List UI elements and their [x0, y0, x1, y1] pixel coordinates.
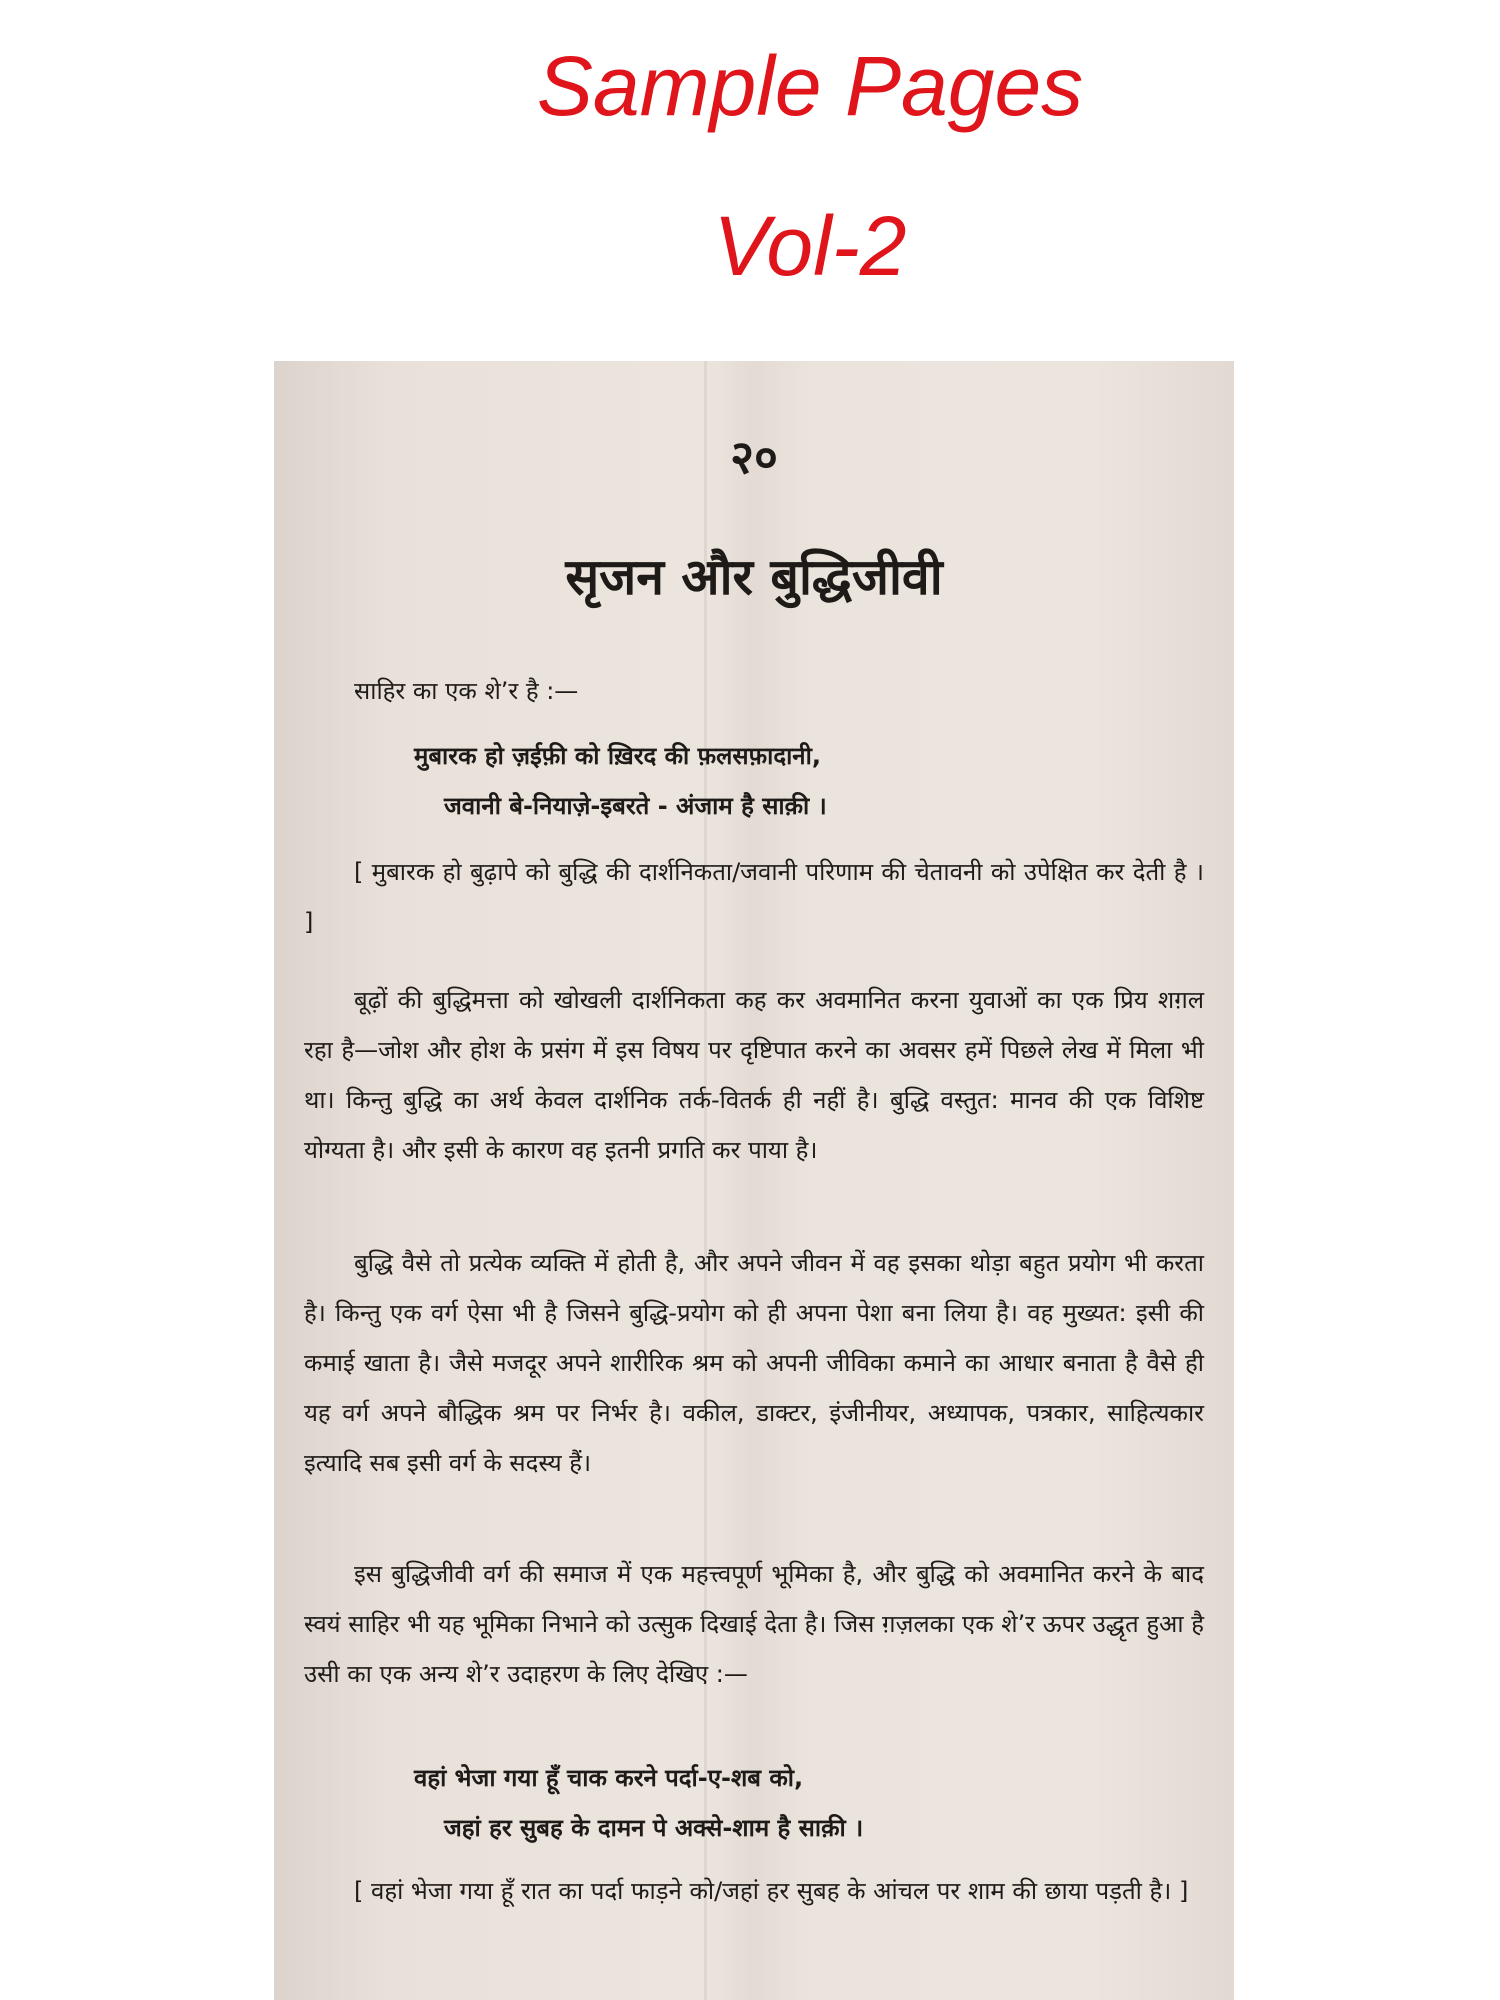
paragraph-2: बुद्धि वैसे तो प्रत्येक व्यक्ति में होती है, और अपने जीवन में वह इसका थोड़ा बहुत प्रयोग भी करता है। किन्तु एक वर्ग ऐसा भी है जिसने बुद्धि-प्रयोग को ही अपना पेशा बना लिया है। वह मुख्यत: इसी की कमाई खाता है। जैसे मजदूर अपने शारीरिक श्रम को अपनी जीविका कमाने का आधार बनाता है वैसे ही यह वर्ग अपने बौद्धिक श्रम पर निर्भर है। वकील, डाक्टर, इंजीनीयर, अध्यापक, पत्रकार, साहित्यकार इत्यादि सब इसी वर्ग के सदस्य हैं। [304, 1249, 1204, 1477]
chapter-title: सृजन और बुद्धिजीवी [565, 548, 943, 606]
verse-2-line-2: जहां हर सुबह के दामन पे अक्से-शाम है साक़ी । [444, 1814, 864, 1842]
gloss-2: [ वहां भेजा गया हूँ रात का पर्दा फाड़ने को/जहां हर सुबह के आंचल पर शाम की छाया पड़ती है। ] [354, 1877, 1189, 1905]
banner-volume: Vol-2 [713, 199, 907, 293]
paragraph-1: बूढ़ों की बुद्धिमत्ता को खोखली दार्शनिकता कह कर अवमानित करना युवाओं का एक प्रिय शग़ल रहा है—जोश और होश के प्रसंग में इस विषय पर दृष्टिपात करने का अवसर हमें पिछले लेख में मिला भी था। किन्तु बुद्धि का अर्थ केवल दार्शनिक तर्क-वितर्क ही नहीं है। बुद्धि वस्तुत: मानव की एक विशिष्ट योग्यता है। और इसी के कारण वह इतनी प्रगति कर पाया है। [304, 986, 1204, 1164]
verse-1-line-1: मुबारक हो ज़ईफ़ी को ख़िरद की फ़लसफ़ादानी, [414, 742, 821, 770]
gloss-1: [ मुबारक हो बुढ़ापे को बुद्धि की दार्शनिकता/जवानी परिणाम की चेतावनी को उपेक्षित कर देती है । ] [304, 858, 1204, 936]
verse-couplet-1 [304, 731, 1204, 831]
banner-title: Sample Pages [536, 39, 1084, 133]
intro-line: साहिर का एक शे’र है :— [354, 677, 579, 705]
verse-1-line-2: जवानी बे-नियाज़े-इबरते - अंजाम है साक़ी । [444, 792, 827, 820]
verse-couplet-2 [304, 1753, 1204, 1853]
chapter-number: २० [730, 430, 778, 484]
verse-2-line-1: वहां भेजा गया हूँ चाक करने पर्दा-ए-शब को, [414, 1764, 804, 1792]
paragraph-3: इस बुद्धिजीवी वर्ग की समाज में एक महत्त्वपूर्ण भूमिका है, और बुद्धि को अवमानित करने के बाद स्वयं साहिर भी यह भूमिका निभाने को उत्सुक दिखाई देता है। जिस ग़ज़लका एक शे’र ऊपर उद्धृत हुआ है उसी का एक अन्य शे’र उदाहरण के लिए देखिए :— [304, 1560, 1204, 1688]
scanned-page [274, 361, 1234, 2000]
